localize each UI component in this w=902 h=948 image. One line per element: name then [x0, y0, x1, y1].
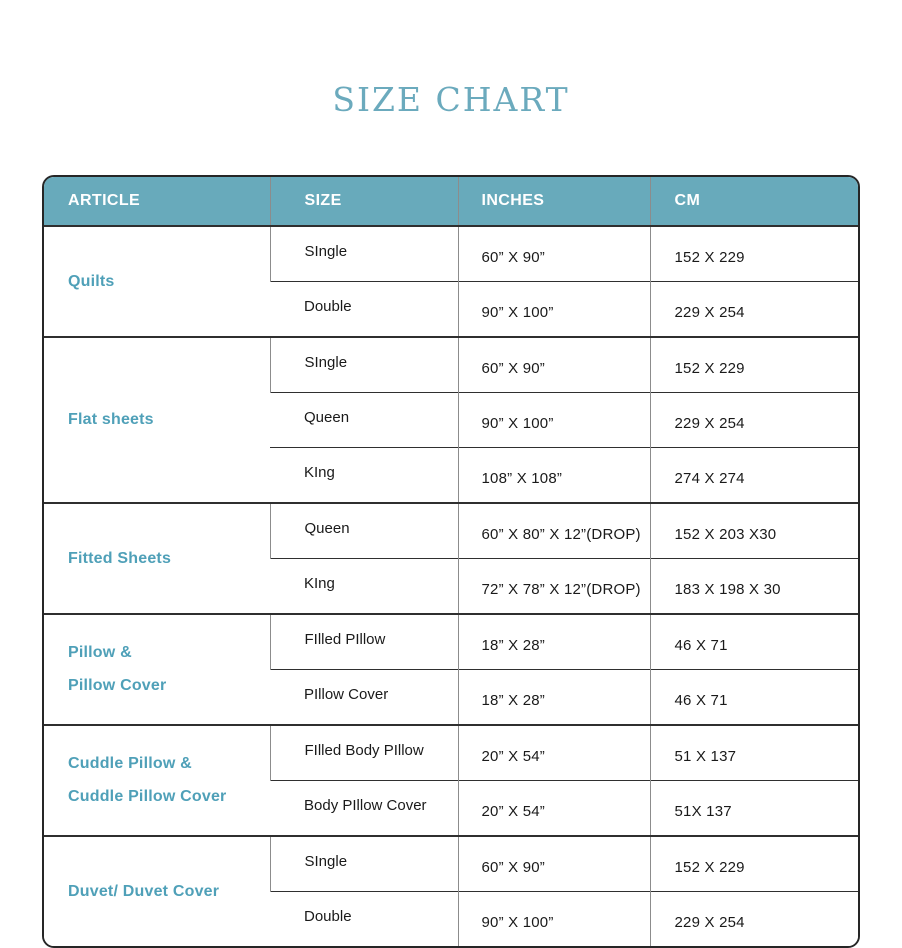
table-row: [44, 725, 858, 781]
cm-cell: 229 X 254: [650, 282, 858, 338]
article-label: Quilts: [68, 272, 115, 290]
article-label: Cuddle Pillow &: [68, 755, 192, 772]
size-cell: SIngle: [270, 226, 458, 282]
table-row: [44, 337, 858, 393]
size-cell: FIlled PIllow: [270, 614, 458, 670]
inches-cell: 90” X 100”: [458, 282, 650, 338]
cm-cell: 152 X 229: [650, 226, 858, 282]
article-cell-fitted-sheets: [44, 503, 270, 614]
size-cell: Double: [270, 892, 458, 947]
size-cell: KIng: [270, 559, 458, 615]
article-label: Fitted Sheets: [68, 549, 172, 567]
inches-cell: 60” X 80” X 12”(DROP): [458, 503, 650, 559]
cm-cell: 51 X 137: [650, 725, 858, 781]
inches-cell: 18” X 28”: [458, 614, 650, 670]
inches-cell: 20” X 54”: [458, 725, 650, 781]
size-cell: FIlled Body PIllow: [270, 725, 458, 781]
table-row: [44, 503, 858, 559]
cm-cell: 51X 137: [650, 781, 858, 837]
inches-cell: 72” X 78” X 12”(DROP): [458, 559, 650, 615]
inches-cell: 90” X 100”: [458, 892, 650, 947]
article-label: Flat sheets: [68, 411, 154, 428]
cm-cell: 46 X 71: [650, 614, 858, 670]
size-cell: Queen: [270, 503, 458, 559]
article-cell-cuddle-pillow: [44, 725, 270, 836]
table-row: [44, 836, 858, 892]
size-cell: Queen: [270, 393, 458, 448]
article-label: Pillow &: [68, 644, 132, 661]
inches-cell: 60” X 90”: [458, 226, 650, 282]
cm-cell: 229 X 254: [650, 393, 858, 448]
article-cell-flat-sheets: [44, 337, 270, 503]
size-chart-table: [42, 175, 860, 948]
cm-cell: 152 X 229: [650, 836, 858, 892]
size-cell: PIllow Cover: [270, 670, 458, 726]
size-chart: [44, 177, 858, 946]
article-cell-duvet: [44, 836, 270, 946]
column-header-size: SIZE: [270, 177, 458, 226]
size-cell: SIngle: [270, 836, 458, 892]
article-cell-quilts: [44, 226, 270, 337]
page-title: SIZE CHART: [332, 80, 570, 119]
column-header-article: ARTICLE: [44, 177, 270, 226]
cm-cell: 46 X 71: [650, 670, 858, 726]
inches-cell: 108” X 108”: [458, 448, 650, 504]
header-row: [44, 177, 858, 226]
inches-cell: 90” X 100”: [458, 393, 650, 448]
inches-cell: 60” X 90”: [458, 836, 650, 892]
cm-cell: 183 X 198 X 30: [650, 559, 858, 615]
column-header-cm: CM: [650, 177, 858, 226]
table-row: [44, 614, 858, 670]
article-label: Pillow Cover: [68, 677, 167, 694]
inches-cell: 60” X 90”: [458, 337, 650, 393]
inches-cell: 18” X 28”: [458, 670, 650, 726]
size-cell: Body PIllow Cover: [270, 781, 458, 837]
cm-cell: 152 X 229: [650, 337, 858, 393]
article-cell-pillow: [44, 614, 270, 725]
column-header-inches: INCHES: [458, 177, 650, 226]
cm-cell: 152 X 203 X30: [650, 503, 858, 559]
inches-cell: 20” X 54”: [458, 781, 650, 837]
table-row: [44, 226, 858, 282]
article-label: Cuddle Pillow Cover: [68, 788, 227, 805]
article-label: Duvet/ Duvet Cover: [68, 882, 220, 900]
cm-cell: 229 X 254: [650, 892, 858, 947]
size-cell: Double: [270, 282, 458, 338]
size-cell: KIng: [270, 448, 458, 504]
cm-cell: 274 X 274: [650, 448, 858, 504]
size-cell: SIngle: [270, 337, 458, 393]
